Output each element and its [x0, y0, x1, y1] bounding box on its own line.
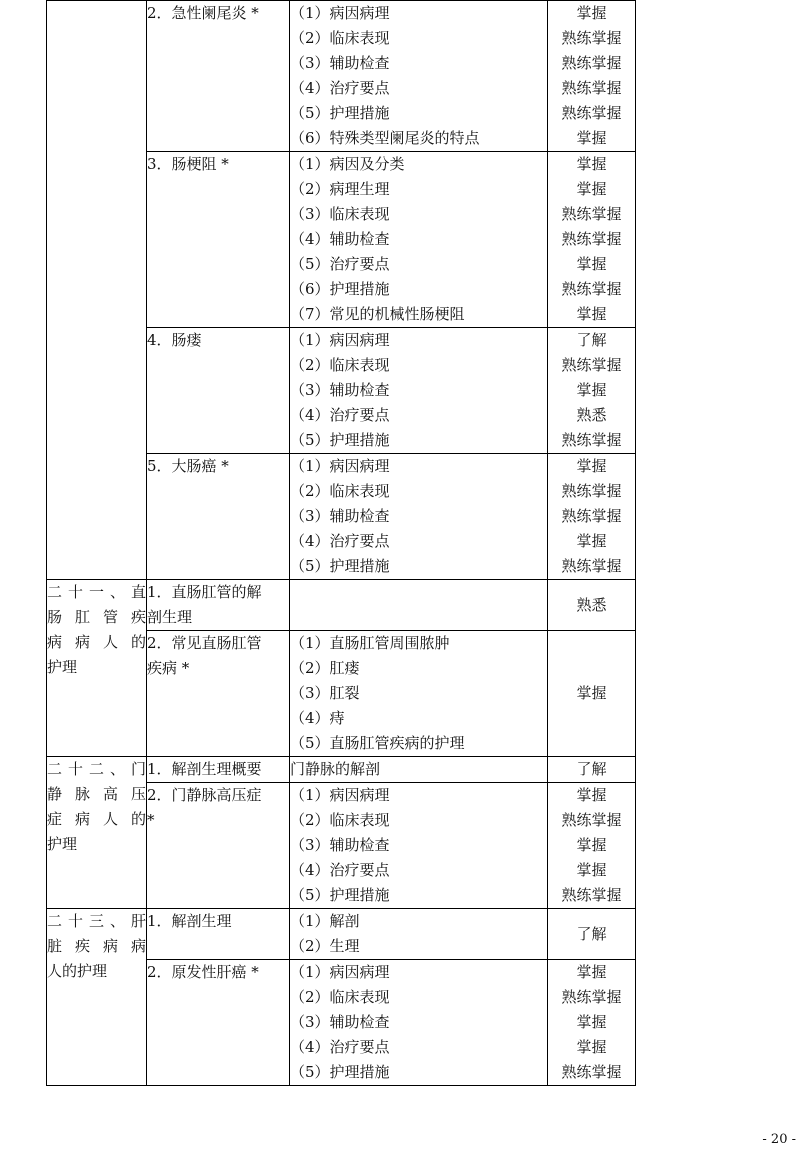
table-row: [47, 909, 636, 960]
topic-cell: 1．直肠肛管的解 剖生理: [147, 580, 290, 631]
content-cell: （1）病因病理 （2）临床表现 （3）辅助检查 （4）治疗要点 （5）护理措施: [290, 328, 548, 454]
table-row: [47, 757, 636, 783]
level-cell: 熟悉: [548, 580, 636, 631]
content-cell: （1）病因病理 （2）临床表现 （3）辅助检查 （4）治疗要点 （5）护理措施 （6）特殊类型阑尾炎的特点: [290, 1, 548, 152]
unit-cell: 二十一、直 肠肛管疾 病病人的 护理: [47, 580, 147, 757]
level-cell: 掌握 掌握 熟练掌握 熟练掌握 掌握 熟练掌握 掌握: [548, 152, 636, 328]
topic-cell: 2．急性阑尾炎 *: [147, 1, 290, 152]
unit-cell: 二十二、门 静脉高压 症病人的 护理: [47, 757, 147, 909]
unit-cell: 二十三、肝 脏疾病病 人的护理: [47, 909, 147, 1086]
level-cell: 了解: [548, 909, 636, 960]
page-number: - 20 -: [762, 1132, 796, 1147]
level-cell: 掌握 熟练掌握 熟练掌握 掌握 熟练掌握: [548, 454, 636, 580]
content-cell: （1）病因病理 （2）临床表现 （3）辅助检查 （4）治疗要点 （5）护理措施: [290, 454, 548, 580]
unit-cell-continued: [47, 1, 147, 580]
content-cell: [290, 580, 548, 631]
table-row: [47, 1, 636, 152]
level-cell: 了解: [548, 757, 636, 783]
topic-cell: 2．原发性肝癌 *: [147, 960, 290, 1086]
content-cell: （1）病因病理 （2）临床表现 （3）辅助检查 （4）治疗要点 （5）护理措施: [290, 783, 548, 909]
content-cell: （1）解剖 （2）生理: [290, 909, 548, 960]
topic-cell: 2．门静脉高压症 *: [147, 783, 290, 909]
content-cell: 门静脉的解剖: [290, 757, 548, 783]
topic-cell: 4．肠瘘: [147, 328, 290, 454]
table-row: [47, 580, 636, 631]
level-cell: 了解 熟练掌握 掌握 熟悉 熟练掌握: [548, 328, 636, 454]
level-cell: 掌握 熟练掌握 熟练掌握 熟练掌握 熟练掌握 掌握: [548, 1, 636, 152]
syllabus-table: [46, 0, 636, 1086]
level-cell: 掌握 熟练掌握 掌握 掌握 熟练掌握: [548, 960, 636, 1086]
topic-cell: 2．常见直肠肛管 疾病 *: [147, 631, 290, 757]
topic-cell: 5．大肠癌 *: [147, 454, 290, 580]
topic-cell: 1．解剖生理: [147, 909, 290, 960]
level-cell: 掌握 熟练掌握 掌握 掌握 熟练掌握: [548, 783, 636, 909]
topic-cell: 1．解剖生理概要: [147, 757, 290, 783]
content-cell: （1）病因及分类 （2）病理生理 （3）临床表现 （4）辅助检查 （5）治疗要点 （6）护理措施 （7）常见的机械性肠梗阻: [290, 152, 548, 328]
content-cell: （1）病因病理 （2）临床表现 （3）辅助检查 （4）治疗要点 （5）护理措施: [290, 960, 548, 1086]
topic-cell: 3．肠梗阻 *: [147, 152, 290, 328]
level-cell: 掌握: [548, 631, 636, 757]
content-cell: （1）直肠肛管周围脓肿 （2）肛瘘 （3）肛裂 （4）痔 （5）直肠肛管疾病的护理: [290, 631, 548, 757]
